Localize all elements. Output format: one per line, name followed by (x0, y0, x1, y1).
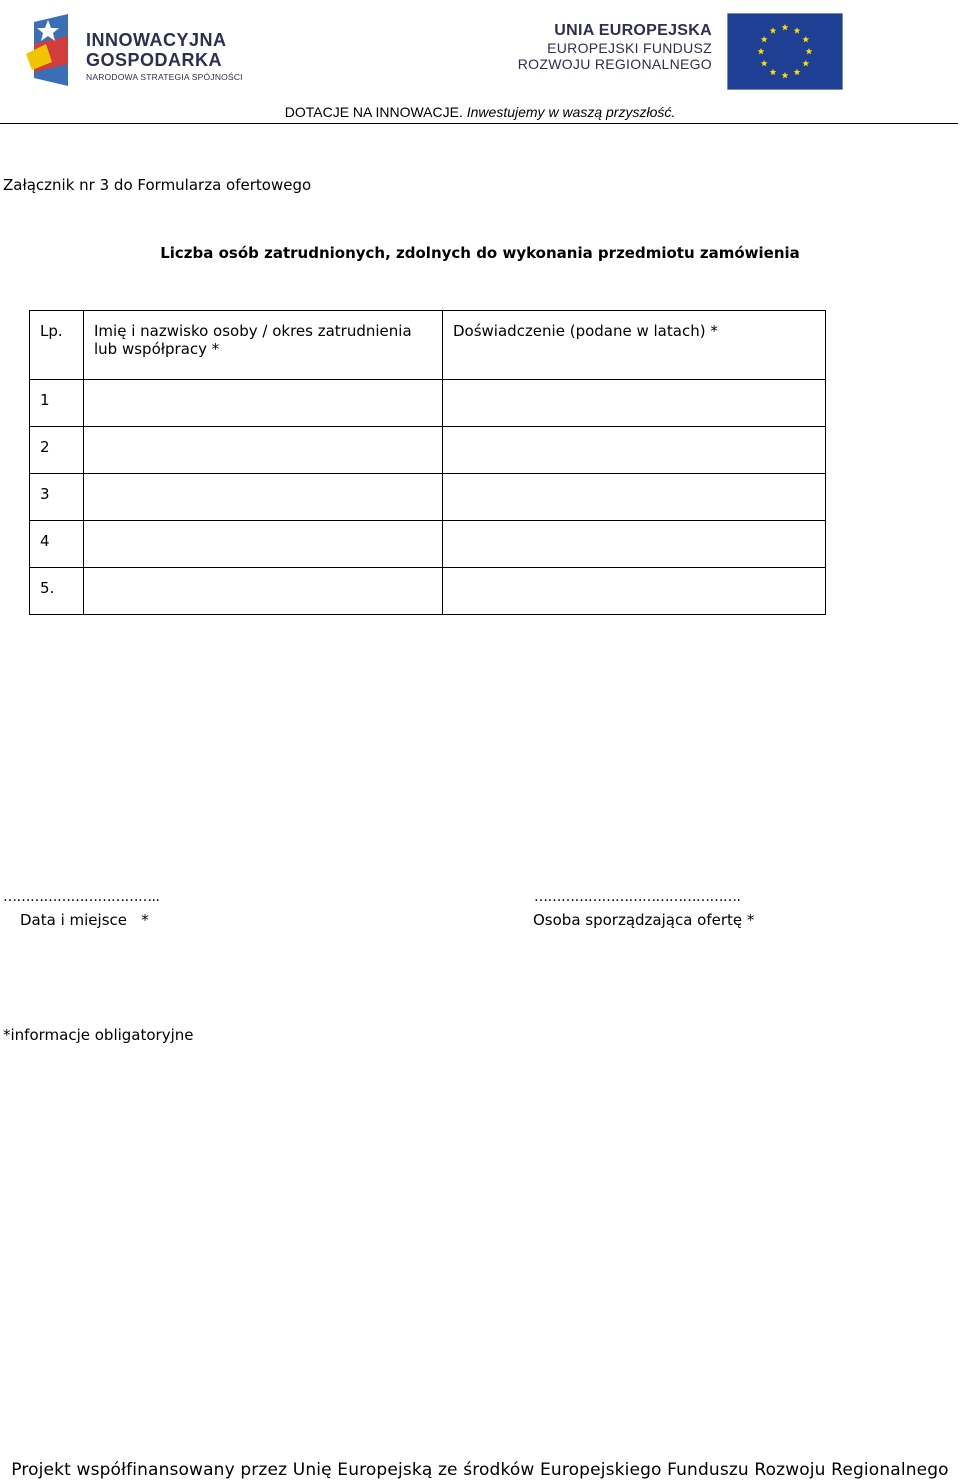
logo-line-1: INNOWACYJNA (86, 30, 227, 50)
eu-label-line-3: ROZWOJU REGIONALNEGO (517, 56, 712, 72)
staff-table (29, 310, 826, 615)
name-cell[interactable] (84, 427, 443, 474)
eu-flag-icon (727, 13, 843, 90)
experience-cell[interactable] (443, 427, 826, 474)
eu-label-line-2: EUROPEJSKI FUNDUSZ (547, 40, 712, 56)
name-cell[interactable] (84, 380, 443, 427)
tagline-plain: DOTACJE NA INNOWACJE. (284, 104, 463, 120)
row-number: 1 (30, 380, 84, 427)
tagline-italic: Inwestujemy w waszą przyszłość. (466, 104, 676, 120)
document-heading: Liczba osób zatrudnionych, zdolnych do wykonania przedmiotu zamówienia (160, 244, 800, 262)
table-row (30, 521, 826, 568)
table-row (30, 474, 826, 521)
table-row (30, 380, 826, 427)
innowacyjna-gospodarka-emblem-icon (26, 14, 72, 86)
header-lp: Lp. (30, 311, 84, 380)
row-number: 4 (30, 521, 84, 568)
header-experience: Doświadczenie (podane w latach) * (443, 311, 826, 380)
name-cell[interactable] (84, 568, 443, 615)
logo-line-2: GOSPODARKA (86, 50, 223, 70)
experience-cell[interactable] (443, 380, 826, 427)
experience-cell[interactable] (443, 568, 826, 615)
eu-fund-label (518, 22, 712, 72)
date-place-label: Data i miejsce * (20, 911, 149, 929)
row-number: 2 (30, 427, 84, 474)
mandatory-note: *informacje obligatoryjne (3, 1026, 194, 1044)
innowacyjna-gospodarka-logo (26, 14, 251, 90)
person-label: Osoba sporządzająca ofertę * (533, 911, 755, 929)
eu-label-line-1: UNIA EUROPEJSKA (554, 22, 712, 39)
footer-text: Projekt współfinansowany przez Unię Europejską ze środków Europejskiego Funduszu Rozwoju Regionalnego (11, 1460, 949, 1480)
name-cell[interactable] (84, 521, 443, 568)
header-divider (0, 123, 958, 124)
logo-line-3: NARODOWA STRATEGIA SPÓJNOŚCI (86, 72, 243, 82)
attachment-label: Załącznik nr 3 do Formularza ofertowego (3, 176, 312, 194)
table-header-row (30, 311, 826, 380)
row-number: 5. (30, 568, 84, 615)
header-name: Imię i nazwisko osoby / okres zatrudnienia lub współpracy * (84, 311, 443, 380)
person-signature-line[interactable]: ………………………………………. (534, 889, 741, 905)
table-row (30, 568, 826, 615)
date-signature-line[interactable]: …………………………….. (3, 889, 160, 905)
row-number: 3 (30, 474, 84, 521)
experience-cell[interactable] (443, 474, 826, 521)
table-row (30, 427, 826, 474)
tagline (0, 104, 960, 120)
experience-cell[interactable] (443, 521, 826, 568)
name-cell[interactable] (84, 474, 443, 521)
